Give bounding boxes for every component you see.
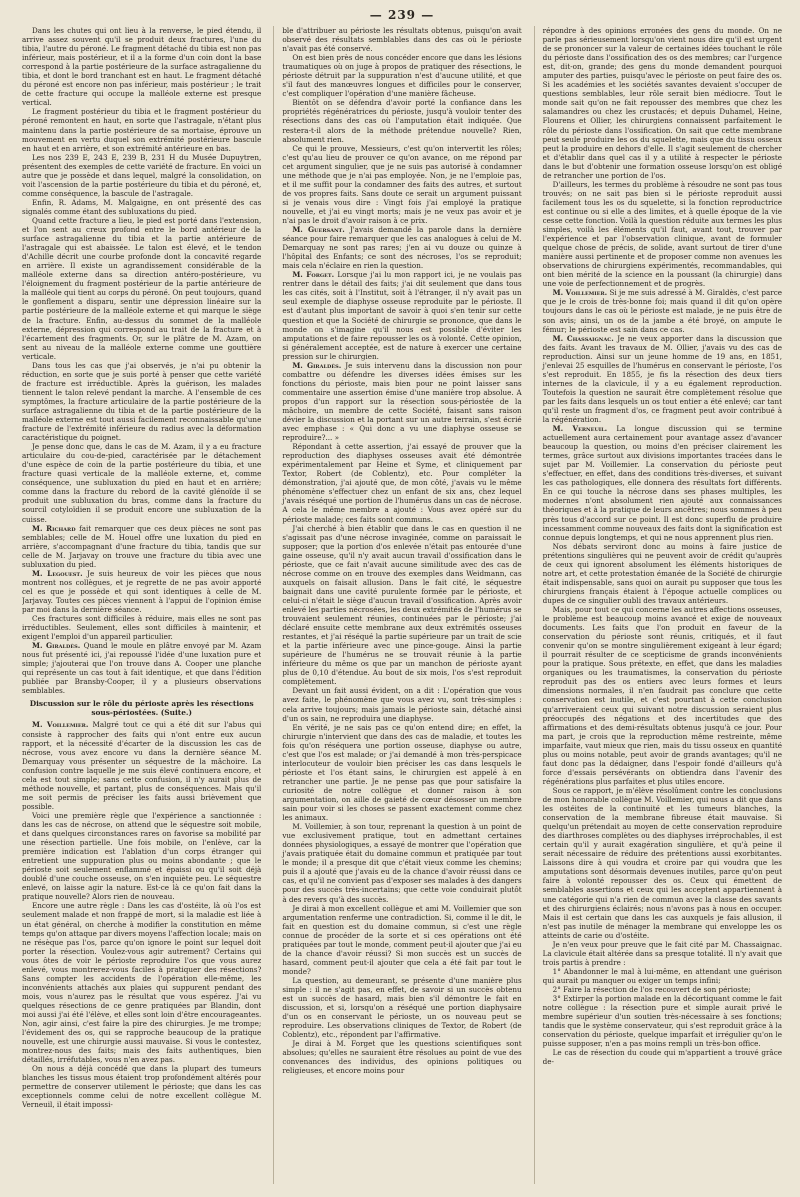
- paragraph: [22, 811, 261, 901]
- paragraph-text: 2° Faire la résection de l'os recouvert de son périoste;: [552, 984, 751, 994]
- speaker-name: M. Voillemier.: [32, 720, 89, 730]
- speaker-name: M. Verneuil.: [552, 424, 608, 434]
- paragraph-text: Voici une première règle que l'expérience a sanctionnée : dans les cas de nécrose, on attend que le séquestre soit mobile, et dans quelques circonstances rares on favorise sa mobilité par une résection partielle. Une fois mobile, on l'enlève, car la première indication est l'ablation d'un corps étranger qui entretient une suppuration plus ou moins abondante ; que le périoste soit seulement enflammé et épaissi ou qu'il soit déjà doublé d'une couche osseuse, on s'en inquiète peu. Le séquestre enlevé, on laisse agir la nature. Est-ce là ce qu'on fait dans la pratique nouvelle? Alors rien de nouveau.: [22, 810, 262, 902]
- speaker-name: M. Giraldès.: [292, 360, 342, 370]
- paragraph: [282, 723, 521, 823]
- column-1: [22, 26, 261, 1184]
- paragraph-text: En vérité, je ne sais pas ce qu'on entend dire; en effet, la chirurgie n'intervient que dans des cas de maladie, et toutes les fois qu'on réséquera une portion osseuse, diaphyse ou autre, c'est que l'os est malade; or j'ai demandé à mon très-perspicace interlocuteur de vouloir bien préciser les cas dans lesquels le périoste et l'os étant sains, le chirurgien est appelé à en retrancher une partie. Je ne pense pas que pour satisfaire la curiosité de notre collègue et donner raison à son argumentation, on aille de gaieté de cœur désosser un membre sain pour voir si les choses se passent exactement comme chez les animaux.: [282, 722, 522, 823]
- speaker-name: M. Guersant.: [292, 225, 345, 235]
- paragraph: [22, 569, 261, 614]
- paragraph: [282, 686, 521, 722]
- paragraph: [543, 288, 782, 333]
- speaker-name: M. Forget.: [292, 270, 335, 280]
- paragraph: [22, 26, 261, 107]
- speaker-name: M. Richard: [32, 523, 76, 533]
- paragraph: [22, 641, 261, 695]
- paragraph-text: Encore une autre règle : Dans les cas d'ostéite, là où l'os est seulement malade et non frappé de mort, si la maladie est liée à un état général, on cherche à modifier la constitution en même temps qu'on attaque par divers moyens l'affection locale; mais on ne résèque pas l'os, parce qu'on ignore le point sur lequel doit porter la résection. Voulez-vous agir autrement? Certains qui vous ôtes de voir le périoste reproduire l'os que vous aurez enlevé, vous montrerez-vous faciles à pratiquer des résections? Sans compter les accidents de l'opération elle-même, les inconvénients attachés aux plaies qui suppurent pendant des mois, vous n'aurez pas le résultat que vous espérez. J'ai vu quelques résections de ce genre pratiquées par Blandin, dont moi aussi j'ai été l'élève, et elles sont loin d'être encourageantes. Non, agir ainsi, c'est faire la pire des chirurgies. Je me trompe; l'évidement des os, qui se rapproche beaucoup de la pratique nouvelle, est une chirurgie aussi mauvaise. Si vous le contestez, montrez-nous des faits; mais des faits authentiques, bien détaillés, irréfutables, vous n'en avez pas.: [22, 901, 262, 1065]
- paragraph-text: Le fragment postérieur du tibia et le fragment postérieur du péroné remontent en haut, en sorte que l'astragale, n'étant plus maintenu dans la partie postérieure de sa mortaise, éprouve un mouvement en vertu duquel son extrémité postérieure bascule en haut et en arrière, et son extrémité antérieure en bas.: [22, 107, 262, 153]
- paragraph: [543, 786, 782, 940]
- speaker-name: M. Voillemier.: [552, 288, 608, 298]
- paragraph-text: Dans tous les cas que j'ai observés, je n'ai pu obtenir la réduction, en sorte que je suis porté à penser que cette variété de fracture est irréductible. Après la guérison, les malades tiennent le talon relevé pendant la marche. A l'ensemble de ces symptômes, la fracture articulaire de la partie postérieure de la surface astragalienne du tibia et de la partie postérieure de la malléole externe est tout aussi facilement reconnaissable qu'une fracture de l'extrémité inférieure du radius avec la déformation caractéristique du poignet.: [22, 360, 262, 443]
- paragraph: [543, 994, 782, 1048]
- paragraph-text: répondre à des opinions erronées des gens du monde. On ne parle pas sérieusement lorsqu'on vient nous dire qu'il est urgent de se prononcer sur la valeur de certaines idées touchant le rôle du périoste dans l'ossification des os des membres; car l'urgence est, dit-on, grande; des gens du monde demandent pourquoi amputer des parties, puisqu'avec le périoste on peut faire des os. Si les académies et les sociétés savantes devaient s'occuper de questions semblables, leur rôle serait bien médiocre. Tout le monde sait qu'on ne fait repousser des membres que chez les salamandres ou chez les crustacés; et depuis Duhamel, Heine, Flourens et Ollier, les chirurgiens connaissent parfaitement le rôle du périoste dans l'ossification. On sait que cette membrane peut seule produire les os du squelette, mais que du tissu osseux peut la produire en dehors d'elle. Il s'agit seulement de chercher et d'établir dans quel cas il y a utilité à respecter le périoste dans le but d'obtenir une formation osseuse lorsqu'on est obligé de retrancher une portion de l'os.: [542, 26, 782, 180]
- section-heading: Discussion sur le rôle du périoste après les résections sous-périostées. (Suite.): [29, 699, 254, 718]
- paragraph: [22, 107, 261, 152]
- paragraph: [543, 542, 782, 605]
- paragraph-text: Nos débats serviront donc au moins à faire justice de prétentions singulières qui ne peuvent avoir de crédit qu'auprès de ceux qui ignorent absolument les éléments historiques de notre art, et cette protestation émanée de la Société de chirurgie était indispensable, sans quoi on aurait pu supposer que tous les chirurgiens français étaient à l'époque actuelle complices ou dupes de ce singulier oubli des travaux antérieurs.: [542, 541, 782, 605]
- paragraph: [282, 524, 521, 687]
- paragraph-text: Malgré tout ce qui a été dit sur l'abus qui consiste à rapprocher des faits qui n'ont entre eux aucun rapport, et la nécessité d'écarter de la discussion les cas de nécrose, vous avez encore vu dans la dernière séance M. Demarquay vous présenter un séquestre de la mâchoire. La confusion contre laquelle je me suis élevé continuera encore, et cela est tout simple; sans cette confusion, il n'y aurait plus de méthode nouvelle, et partant, plus de conséquences. Mais qu'il me soit permis de préciser les faits aussi brièvement que possible.: [22, 720, 262, 811]
- paragraph-text: Quand le moule en plâtre envoyé par M. Azam nous fut présenté ici, j'ai repoussé l'idée d'une luxation pure et simple; j'ajouterai que l'on trouve dans A. Cooper une planche qui représente un cas tout à fait identique, et que dans l'édition publiée par Bransby-Cooper, il y a plusieurs observations semblables.: [22, 641, 262, 696]
- paragraph-text: ble d'attribuer au périoste les résultats obtenus, puisqu'on avait observé des résultats semblables dans des cas où le périoste n'avait pas été conservé.: [282, 26, 522, 54]
- paragraph-text: Devant un fait aussi évident, on a dit : L'opération que vous avez faite, le phénomène que vous avez vu, sont très-simples : cela arrive toujours; mais jamais le périoste sain, détaché ainsi d'un os sain, ne reproduira une diaphyse.: [282, 686, 522, 723]
- paragraph-text: Je pense donc que, dans le cas de M. Azam, il y a eu fracture articulaire du cou-de-pied, caractérisée par le détachement d'une espèce de coin de la partie postérieure du tibia, et une fracture quasi verticale de la malléole externe, et, comme conséquence, une subluxation du pied en haut et en arrière; comme dans la fracture du rebord de la cavité glénoïde il se produit une subluxation du bras, comme dans la fracture du sourcil cotyloïdien il se produit encore une subluxation de la cuisse.: [22, 442, 262, 524]
- paragraph-text: Mais, pour tout ce qui concerne les autres affections osseuses, le problème est beaucoup moins avancé et exige de nouveaux documents. Les faits que l'on produit en faveur de la conservation du périoste sont réunis, critiqués, et il faut convenir qu'on se montre singulièrement exigeant à leur égard; il pourrait résulter de ce scepticisme de grands inconvénients pour la pratique. Sous prétexte, en effet, que dans les maladies organiques ou les traumatismes, la conservation du périoste reproduit pas des os entiers avec leurs formes et leurs dimensions normales, il n'en faudrait pas conclure que cette conservation est inutile, et c'est pourtant à cette conclusion qu'arriveraient ceux qui suivant notre discussion seraient plus préoccupés des négations et des incertitudes que des affirmations et des demi-résultats obtenus jusqu'à ce jour. Pour ma part, je crois que la reproduction même restreinte, même imparfaite, vaut mieux que rien, mais du tissu osseux en quantité plus ou moins notable, peut avoir de grands avantages; qu'il ne faut donc pas la dédaigner, dans l'espoir fondé d'ailleurs qu'à force d'essais persévérants on obtiendra dans l'avenir des régénérations plus parfaites et plus utiles encore.: [542, 605, 782, 786]
- paragraph-text: D'ailleurs, les termes du problème à résoudre ne sont pas tous trouvés; on ne sait pas bien si le périoste reproduit aussi facilement tous les os du squelette, si la fonction reproductrice est continue ou si elle a des limites, et à quelle époque de la vie cesse cette fonction. Voilà la question réduite aux termes les plus simples, voilà les éléments qu'il faut, avant tout, trouver par l'expérience et par l'observation clinique, avant de formuler quelque chose de précis, de solide, avant surtout de tirer d'une manière aussi pertinente et de proposer comme non avenues les observations de chirurgiens expérimentés, recommandables, qui ont bien mérité de la science en la poussant (la chirurgie) dans une voie de perfectionnement et de progrès.: [542, 179, 782, 289]
- paragraph: [282, 904, 521, 976]
- paragraph: [282, 442, 521, 523]
- speaker-name: M. Legouest.: [32, 568, 83, 578]
- paragraph: [22, 361, 261, 442]
- paragraph-text: Ce qui le prouve, Messieurs, c'est qu'on intervertit les rôles; c'est qu'au lieu de prouver ce qu'on avance, on me répond par cet argument singulier, que je ne suis pas autorisé à condamner une méthode que je n'ai pas employée. Non, je ne l'emploie pas, et il me suffit pour la condamner des faits des autres, et surtout de vos propres faits. Sans doute ce serait un argument puissant si je venais vous dire : Vingt fois j'ai employé la pratique nouvelle, et j'ai eu vingt morts; mais je ne veux pas avoir et je n'ai pas le droit d'avoir raison à ce prix.: [282, 143, 522, 225]
- paragraph-text: Lorsque j'ai lu mon rapport ici, je ne voulais pas rentrer dans le détail des faits; j'ai dit seulement que dans tous les cas cités, soit à l'Institut, soit à l'étranger, il n'y avait pas un seul exemple de diaphyse osseuse reproduite par le périoste. Il est d'autant plus important de savoir à quoi s'en tenir sur cette question et que la Société de chirurgie se prononce, que dans le monde on s'imagine qu'il nous est possible d'éviter les amputations et de faire repousser les os à volonté. Cette opinion, si généralement acceptée, est de nature à exercer une certaine pression sur le chirurgien.: [282, 270, 522, 361]
- paragraph-text: Enfin, R. Adams, M. Malgaigne, en ont présenté des cas signalés comme étant des subluxations du pied.: [22, 197, 262, 216]
- paragraph-text: Ces fractures sont difficiles à réduire, mais elles ne sont pas irréductibles. Seulement, elles sont difficiles à maintenir, et exigent l'emploi d'un appareil particulier.: [22, 614, 262, 642]
- paragraph-text: J'avais demandé la parole dans la dernière séance pour faire remarquer que les cas analogues à celui de M. Demarquay ne sont pas rares; j'en ai vu douze ou quinze à l'hôpital des Enfants; ce sont des nécroses, l'os se reproduit; mais cela n'éclaire en rien la question.: [282, 225, 522, 271]
- paragraph-text: Je dirai à M. Forget que les questions scientifiques sont absolues; qu'elles ne sauraient être résolues au point de vue des convenances des individus, des opinions politiques ou religieuses, et encore moins pour: [282, 1039, 522, 1076]
- paragraph: [22, 198, 261, 216]
- column-2: [273, 26, 521, 1184]
- paragraph: [543, 985, 782, 994]
- paragraph: [282, 26, 521, 53]
- paragraph-text: Répondant à cette assertion, j'ai essayé de prouver que la reproduction des diaphyses osseuses avait été démontrée expérimentalement par Heine et Syme, et cliniquement par Textor, Robert (de Coblentz), etc. Pour compléter la démonstration, j'ai ajouté que, de mon côté, j'avais vu le même phénomène s'effectuer chez un enfant de six ans, chez lequel j'avais réséqué une portion de l'humérus dans un cas de nécrose. A cela le même membre a ajouté : Vous avez opéré sur du périoste malade; ces faits sont communs.: [282, 442, 522, 524]
- paragraph: [22, 153, 261, 198]
- paragraph: [282, 53, 521, 98]
- page-number: — 239 —: [369, 8, 435, 22]
- paragraph-text: Je suis intervenu dans la discussion non pour combattre ou défendre les diverses idées émises sur les fonctions du périoste, mais bien pour ne point laisser sans commentaire une assertion émise d'une manière trop absolue. A propos d'un rapport sur la résection sous-périostée de la mâchoire, un membre de cette Société, faisant sans raison dévier la discussion et la portant sur un autre terrain, s'est écrié avec emphase : « Qui donc a vu une diaphyse osseuse se reproduire?... »: [282, 360, 522, 443]
- paragraph: [22, 720, 261, 810]
- paragraph-text: On est bien près de nous concéder encore que dans les lésions traumatiques où on juge à propos de pratiquer des résections, le périoste détruit par la suppuration n'est d'aucune utilité, et que s'il faut des manœuvres longues et difficiles pour le conserver, c'est compliquer l'opération d'une manière fâcheuse.: [282, 53, 522, 99]
- paragraph-text: Je dirai à mon excellent collègue et ami M. Voillemier que son argumentation renferme une contradiction. Si, comme il le dit, le fait en question est du domaine commun, si c'est une règle connue de procéder de la sorte et si ces opérations ont été pratiquées par tout le monde, comment peut-il ajouter que j'ai eu de la chance d'avoir réussi? Si mon succès est un succès de hasard, comment peut-il ajouter que cela a été fait par tout le monde?: [282, 903, 522, 976]
- paragraph-text: J'ai cherché à bien établir que dans le cas en question il ne s'agissait pas d'une nécrose invaginée, comme on paraissait le supposer; que la portion d'os enlevée n'était pas entourée d'une gaine osseuse, qu'il n'y avait aucun travail d'ossification dans le périoste, que ce fait n'avait aucune similitude avec des cas de nécrose comme on en trouve des exemples dans Weidmann, cas auxquels on faisait allusion. Dans le fait cité, le séquestre baignait dans une cavité purulente formée par le périoste, et celui-ci n'était le siège d'aucun travail d'ossification. Après avoir enlevé les parties nécrosées, les deux extrémités de l'humérus se trouvaient seulement réunies, continuées par le périoste; j'ai déclaré ensuite cette membrane aux deux extrémités osseuses restantes, et j'ai réséqué la partie supérieure par un trait de scie et la partie inférieure avec une pince-gouge. Ainsi la partie supérieure de l'humérus ne se trouvait réunie à la partie inférieure du même os que par un manchon de périoste ayant plus de 0,10 d'étendue. Au bout de six mois, l'os s'est reproduit complètement.: [282, 523, 522, 687]
- speaker-name: M. Chassaignac.: [552, 333, 614, 343]
- paragraph: [282, 976, 521, 1039]
- paragraph: [22, 1064, 261, 1109]
- paragraph-text: Sous ce rapport, je m'élève résolûment contre les conclusions de mon honorable collègue M. Voillemier, qui nous a dit que dans les ostéites de la continuité et les tumeurs blanches, la conservation de la membrane fibreuse était mauvaise. Si quelqu'un prétendait au moyen de cette conservation reproduire des diarthroses complètes ou des diaphyses irréprochables, il est certain qu'il y aurait exagération singulière, et qu'à peine il serait nécessaire de réduire des prétentions aussi exorbitantes. Laissons dire à qui voudra et croire par qui voudra que les amputations sont désormais devenues inutiles, parce qu'on peut faire à volonté repousser des os. Ceux qui émettent de semblables assertions et ceux qui les acceptent appartiennent à une catégorie qui n'a rien de commun avec la classe des savants et des chirurgiens éclairés; nous n'avons pas à nous en occuper. Mais il est certain que dans les cas auxquels je fais allusion, il n'est pas inutile de ménager la membrane qui enveloppe les os atteints de carie ou d'ostéite.: [542, 785, 782, 940]
- paragraph: [22, 524, 261, 569]
- paragraph: [22, 614, 261, 641]
- text-columns: [22, 26, 782, 1184]
- paragraph: [543, 180, 782, 289]
- paragraph-text: Bientôt on se défendra d'avoir porté la confiance dans les propriétés régénératrices du périoste, jusqu'à vouloir tenter des résections dans des cas où l'amputation était indiquée. Que restera-t-il alors de la méthode prétendue nouvelle? Rien, absolument rien.: [282, 98, 522, 144]
- paragraph-text: Je suis heureux de voir les pièces que nous montrent nos collègues, et je regrette de ne pas avoir apporté cel es que je possède et qui sont identiques à celle de M. Jarjavay. Toutes ces pièces viennent à l'appui de l'opinion émise par moi dans la dernière séance.: [22, 568, 262, 614]
- paragraph: [543, 967, 782, 985]
- paragraph-text: Je n'en veux pour preuve que le fait cité par M. Chassaignac. La clavicule était altérée dans sa presque totalité. Il n'y avait que trois partis à prendre :: [542, 939, 782, 967]
- paragraph-text: M. Voillemier, à son tour, reprenant la question à un point de vue exclusivement pratique, tout en admettant certaines données physiologiques, a essayé de montrer que l'opération que j'avais pratiquée était du domaine commun et pratiquée par tout le monde; il a presque dit que c'était vieux comme les chemins; puis il a ajouté que j'avais eu de la chance d'avoir réussi dans ce cas, et qu'il ne convient pas d'exposer ses malades à des dangers pour des succès très-incertains; que cette voie conduirait plutôt à des revers qu'à des succès.: [282, 822, 522, 904]
- paragraph: [543, 940, 782, 967]
- paragraph: [282, 98, 521, 143]
- paragraph: [22, 216, 261, 361]
- paragraph: [543, 424, 782, 542]
- paragraph-text: On nous a déjà concédé que dans la plupart des tumeurs blanches les tissus mous étaient trop profondément altérés pour permettre de conserver utilement le périoste; que dans les cas exceptionnels comme celui de notre excellent collègue M. Verneuil, il était impossi-: [22, 1064, 262, 1110]
- paragraph: [22, 442, 261, 523]
- speaker-name: M. Giraldès.: [32, 641, 81, 651]
- paragraph: [543, 605, 782, 786]
- paragraph-text: La question, au demeurant, se présente d'une manière plus simple : il ne s'agit pas, en effet, de savoir si un succès obtenu est un succès de hasard, mais bien s'il démontre le fait en discussion, et si, lorsqu'on a réséqué une portion diaphysaire d'un os en conservant le périoste, un os nouveau peut se reproduire. Les observations cliniques de Textor, de Robert (de Coblentz), etc., répondent par l'affirmative.: [282, 975, 522, 1040]
- paragraph: [543, 26, 782, 180]
- paragraph-text: 3° Extirper la portion malade en la décortiquant comme le fait notre collègue : la résection pure et simple aurait privé le membre supérieur d'un soutien très-nécessaire à ses fonctions; tandis que le système conservateur, qui s'est reproduit grâce à la conservation du périoste, quelque imparfait et irrégulier qu'on le puisse supposer, n'en a pas moins rempli un très-bon office.: [542, 994, 782, 1049]
- paragraph-text: Si je me suis adressé à M. Giraldès, c'est parce que je le crois de très-bonne foi; mais quand il dit qu'on opère toujours dans le cas où le périoste est malade, je ne puis être de son avis; ainsi, un os de la jambe a été broyé, on ampute le fémur; le périoste est sain dans ce cas.: [542, 288, 782, 334]
- paragraph: [22, 901, 261, 1064]
- paragraph-text: fait remarquer que ces deux pièces ne sont pas semblables; celle de M. Houel offre une luxation du pied en arrière, s'accompagnant d'une fracture du tibia, tandis que sur celle de M. Jarjavay on trouve une fracture du tibia avec une subluxation du pied.: [22, 523, 262, 569]
- paragraph: [282, 822, 521, 903]
- paragraph: [282, 1039, 521, 1075]
- column-3: [534, 26, 782, 1184]
- paragraph-text: Quand cette fracture a lieu, le pied est porté dans l'extension, et l'on sent au creux profond entre le bord antérieur de la surface astragalienne du tibia et la partie antérieure de l'astragale qui est abaissée. Le talon est élevé, et le tendon d'Achille décrit une courbe profonde dont la concavité regarde en arrière. Il existe un agrandissement considérable de la malléole externe dans sa direction antéro-postérieure, vu l'éloignement du fragment postérieur de la partie antérieure de la malléole qui tient au corps du péroné. On peut toujours, quand le gonflement a disparu, sentir une dépression linéaire sur la partie postérieure de la malléole externe et qui marque le siège de la fracture. Enfin, au-dessus du sommet de la malléole externe, dépression qui correspond au trait de la fracture et à l'écartement des fragments. Or, sur le plâtre de M. Azam, on sent au niveau de la malléole externe comme une gouttière verticale.: [22, 215, 262, 361]
- paragraph: [282, 361, 521, 442]
- paragraph-text: Les nos 239 E, 243 E, 239 B, 231 H du Musée Dupuytren, présentent des exemples de cette variété de fracture. En voici un autre que je possède et dans lequel, malgré la consolidation, on voit l'ascension de la partie postérieure du tibia et du péroné, et, comme conséquence, la bascule de l'astragale.: [22, 152, 262, 198]
- paragraph: [543, 334, 782, 424]
- paragraph: [282, 144, 521, 225]
- paragraph-text: La longue discussion qui se termine actuellement aura certainement pour avantage assez d'avancer beaucoup la question, ou moins d'en préciser clairement les termes, grâce surtout aux divisions importantes tracées dans le sujet par M. Voillemier. La conservation du périoste peut s'effectuer, en effet, dans des conditions très-diverses, et suivant les cas pathologiques, elle donnera des résultats fort différents. En ce qui touche la nécrose dans ses phases multiples, les modernes n'ont absolument rien ajouté aux connaissances théoriques et à la pratique de leurs ancêtres; nous sommes à peu près tous d'accord sur ce point. Il est donc superflu de produire incessamment comme nouveaux des faits dont la signification est connue depuis longtemps, et qui ne nous apprennent plus rien.: [542, 424, 782, 542]
- paragraph: [543, 1048, 782, 1066]
- paragraph-text: Je ne veux apporter dans la discussion que des faits. Avant les travaux de M. Ollier, j'avais vu des cas de reproduction. Ainsi sur un jeune homme de 19 ans, en 1851, j'enlevai 25 esquilles de l'humérus en conservant le périoste, l'os s'est reproduit. En 1855, je fis la résection des deux tiers internes de la clavicule, il y a eu également reproduction. Toutefois la question ne saurait être complètement résolue que par les faits dans lesquels un os tout entier a été enlevé; car tant qu'il reste un fragment d'os, ce fragment peut avoir contribué à la régénération.: [542, 333, 782, 425]
- paragraph-text: 1° Abandonner le mal à lui-même, en attendant une guérison qui aurait pu manquer ou exiger un temps infini;: [542, 966, 782, 985]
- paragraph: [282, 270, 521, 360]
- paragraph-text: Le cas de résection du coude qui m'appartient a trouvé grâce de-: [542, 1048, 782, 1067]
- paragraph-text: Dans les chutes qui ont lieu à la renverse, le pied étendu, il arrive assez souvent qu'il se produit deux fractures, l'une du tibia, l'autre du péroné. Le fragment détaché du tibia est non pas inférieur, mais postérieur, et il a la forme d'un coin dont la base correspond à la partie postérieure de la surface astragalienne du tibia, et dont le bord tranchant est en haut. Le fragment détaché du péroné est encore non pas inférieur, mais postérieur ; le trait de cette fracture qui occupe la malléole externe est presque vertical.: [22, 26, 262, 108]
- paragraph: [282, 225, 521, 270]
